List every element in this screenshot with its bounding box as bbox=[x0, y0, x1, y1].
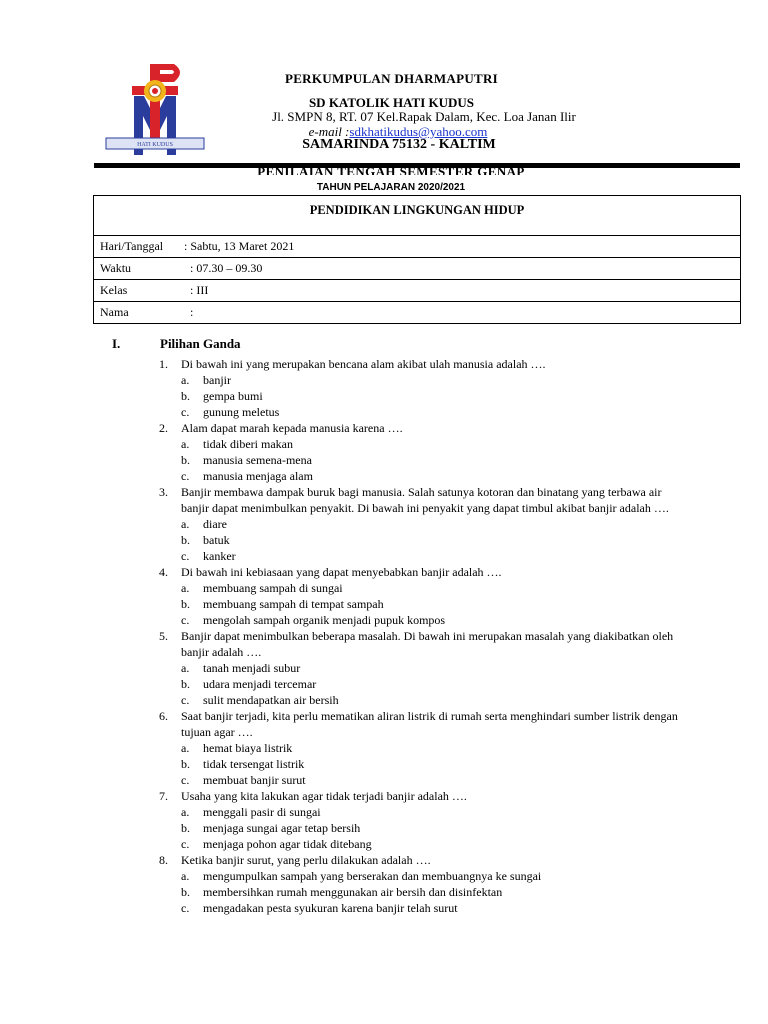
option-text: manusia semena-mena bbox=[203, 453, 312, 467]
answer-option bbox=[150, 900, 690, 916]
answer-option bbox=[150, 868, 690, 884]
question-item bbox=[150, 628, 690, 660]
info-row-date bbox=[94, 236, 741, 258]
option-text: tidak tersengat listrik bbox=[203, 757, 305, 771]
option-text: sulit mendapatkan air bersih bbox=[203, 693, 339, 707]
option-text: mengolah sampah organik menjadi pupuk kompos bbox=[203, 613, 446, 627]
option-letter: b. bbox=[181, 757, 190, 771]
exam-title: PENILAIAN TENGAH SEMESTER GENAP bbox=[257, 165, 525, 175]
option-letter: b. bbox=[181, 533, 190, 547]
option-text: kanker bbox=[203, 549, 236, 563]
info-value: : Sabtu, 13 Maret 2021 bbox=[184, 239, 295, 253]
info-row-time bbox=[94, 258, 741, 280]
question-item bbox=[150, 852, 690, 868]
question-text: Di bawah ini yang merupakan bencana alam akibat ulah manusia adalah …. bbox=[181, 357, 546, 371]
option-letter: c. bbox=[181, 405, 190, 419]
question-item bbox=[150, 788, 690, 804]
school-city: SAMARINDA 75132 - KALTIM bbox=[302, 137, 496, 152]
question-number: 3. bbox=[159, 485, 168, 499]
option-letter: a. bbox=[181, 581, 190, 595]
info-label: Kelas bbox=[100, 283, 128, 297]
question-number: 2. bbox=[159, 421, 168, 435]
answer-option bbox=[150, 660, 690, 676]
answer-option bbox=[150, 532, 690, 548]
question-text: Saat banjir terjadi, kita perlu mematikan aliran listrik di rumah serta menghindari sumber listrik dengan tujuan agar …. bbox=[181, 709, 678, 739]
info-label: Hari/Tanggal bbox=[100, 239, 164, 253]
question-list bbox=[150, 356, 690, 916]
question-text: Banjir dapat menimbulkan beberapa masalah. Di bawah ini merupakan masalah yang diakibatkan oleh banjir adalah …. bbox=[181, 629, 674, 659]
question-item bbox=[150, 484, 690, 516]
option-letter: c. bbox=[181, 613, 190, 627]
logo-caption: HATI KUDUS bbox=[137, 142, 173, 148]
question-number: 5. bbox=[159, 629, 168, 643]
option-text: diare bbox=[203, 517, 227, 531]
question-number: 7. bbox=[159, 789, 168, 803]
answer-option bbox=[150, 804, 690, 820]
school-name: SD KATOLIK HATI KUDUS bbox=[308, 95, 475, 110]
option-letter: b. bbox=[181, 821, 190, 835]
answer-option bbox=[150, 516, 690, 532]
option-text: hemat biaya listrik bbox=[203, 741, 293, 755]
answer-option bbox=[150, 436, 690, 452]
info-label: Nama bbox=[100, 305, 129, 319]
option-text: udara menjadi tercemar bbox=[203, 677, 317, 691]
option-text: mengadakan pesta syukuran karena banjir telah surut bbox=[203, 901, 458, 915]
answer-option bbox=[150, 836, 690, 852]
answer-option bbox=[150, 548, 690, 564]
option-text: menjaga pohon agar tidak ditebang bbox=[203, 837, 372, 851]
option-letter: b. bbox=[181, 885, 190, 899]
email-link[interactable]: sdkhatikudus@yahoo.com bbox=[349, 124, 488, 139]
subject-title: PENDIDIKAN LINGKUNGAN HIDUP bbox=[94, 196, 741, 236]
question-text: Di bawah ini kebiasaan yang dapat menyebabkan banjir adalah …. bbox=[181, 565, 502, 579]
answer-option bbox=[150, 756, 690, 772]
question-item bbox=[150, 564, 690, 580]
option-text: manusia menjaga alam bbox=[203, 469, 313, 483]
info-row-name bbox=[94, 302, 741, 324]
option-text: menggali pasir di sungai bbox=[203, 805, 321, 819]
info-value: : bbox=[190, 305, 194, 319]
answer-option bbox=[150, 580, 690, 596]
question-number: 8. bbox=[159, 853, 168, 867]
answer-option bbox=[150, 596, 690, 612]
exam-info-table bbox=[93, 195, 741, 324]
answer-option bbox=[150, 884, 690, 900]
answer-option bbox=[150, 740, 690, 756]
info-label: Waktu bbox=[100, 261, 132, 275]
option-letter: b. bbox=[181, 677, 190, 691]
section-number: I. bbox=[112, 336, 121, 351]
option-text: membuang sampah di tempat sampah bbox=[203, 597, 384, 611]
option-letter: b. bbox=[181, 389, 190, 403]
question-number: 6. bbox=[159, 709, 168, 723]
answer-option bbox=[150, 388, 690, 404]
option-text: banjir bbox=[203, 373, 231, 387]
option-text: gunung meletus bbox=[203, 405, 280, 419]
option-text: membersihkan rumah menggunakan air bersih dan disinfektan bbox=[203, 885, 503, 899]
option-letter: b. bbox=[181, 597, 190, 611]
answer-option bbox=[150, 452, 690, 468]
organization-name: PERKUMPULAN DHARMAPUTRI bbox=[284, 71, 499, 86]
option-letter: c. bbox=[181, 901, 190, 915]
option-letter: c. bbox=[181, 549, 190, 563]
option-letter: a. bbox=[181, 373, 190, 387]
option-letter: a. bbox=[181, 517, 190, 531]
school-address: Jl. SMPN 8, RT. 07 Kel.Rapak Dalam, Kec. Loa Janan Ilir bbox=[272, 109, 576, 124]
answer-option bbox=[150, 612, 690, 628]
option-letter: a. bbox=[181, 437, 190, 451]
option-text: membuang sampah di sungai bbox=[203, 581, 343, 595]
answer-option bbox=[150, 676, 690, 692]
section-heading bbox=[112, 336, 241, 352]
option-letter: c. bbox=[181, 693, 190, 707]
question-item bbox=[150, 708, 690, 740]
option-text: mengumpulkan sampah yang berserakan dan membuangnya ke sungai bbox=[203, 869, 542, 883]
option-text: batuk bbox=[203, 533, 230, 547]
answer-option bbox=[150, 820, 690, 836]
answer-option bbox=[150, 468, 690, 484]
option-letter: c. bbox=[181, 773, 190, 787]
exam-year: TAHUN PELAJARAN 2020/2021 bbox=[316, 182, 466, 193]
question-number: 4. bbox=[159, 565, 168, 579]
question-text: Usaha yang kita lakukan agar tidak terjadi banjir adalah …. bbox=[181, 789, 467, 803]
info-row-class bbox=[94, 280, 741, 302]
question-number: 1. bbox=[159, 357, 168, 371]
option-letter: c. bbox=[181, 837, 190, 851]
option-letter: c. bbox=[181, 469, 190, 483]
option-letter: a. bbox=[181, 805, 190, 819]
option-text: tidak diberi makan bbox=[203, 437, 293, 451]
question-item bbox=[150, 420, 690, 436]
section-title: Pilihan Ganda bbox=[160, 336, 241, 351]
question-text: Alam dapat marah kepada manusia karena …. bbox=[181, 421, 403, 435]
info-value: : 07.30 – 09.30 bbox=[190, 261, 263, 275]
question-text: Banjir membawa dampak buruk bagi manusia. Salah satunya kotoran dan binatang yang terbawa air banjir dapat menimbulkan penyakit. Di bawah ini penyakit yang dapat timbul akibat banjir adalah …. bbox=[181, 485, 669, 515]
question-item bbox=[150, 356, 690, 372]
question-text: Ketika banjir surut, yang perlu dilakukan adalah …. bbox=[181, 853, 431, 867]
info-value: : III bbox=[190, 283, 209, 297]
option-letter: a. bbox=[181, 661, 190, 675]
email-label: e-mail : bbox=[308, 124, 350, 139]
option-text: menjaga sungai agar tetap bersih bbox=[203, 821, 361, 835]
answer-option bbox=[150, 404, 690, 420]
option-text: tanah menjadi subur bbox=[203, 661, 301, 675]
option-text: gempa bumi bbox=[203, 389, 263, 403]
answer-option bbox=[150, 772, 690, 788]
answer-option bbox=[150, 372, 690, 388]
option-text: membuat banjir surut bbox=[203, 773, 306, 787]
answer-option bbox=[150, 692, 690, 708]
option-letter: a. bbox=[181, 869, 190, 883]
option-letter: b. bbox=[181, 453, 190, 467]
option-letter: a. bbox=[181, 741, 190, 755]
